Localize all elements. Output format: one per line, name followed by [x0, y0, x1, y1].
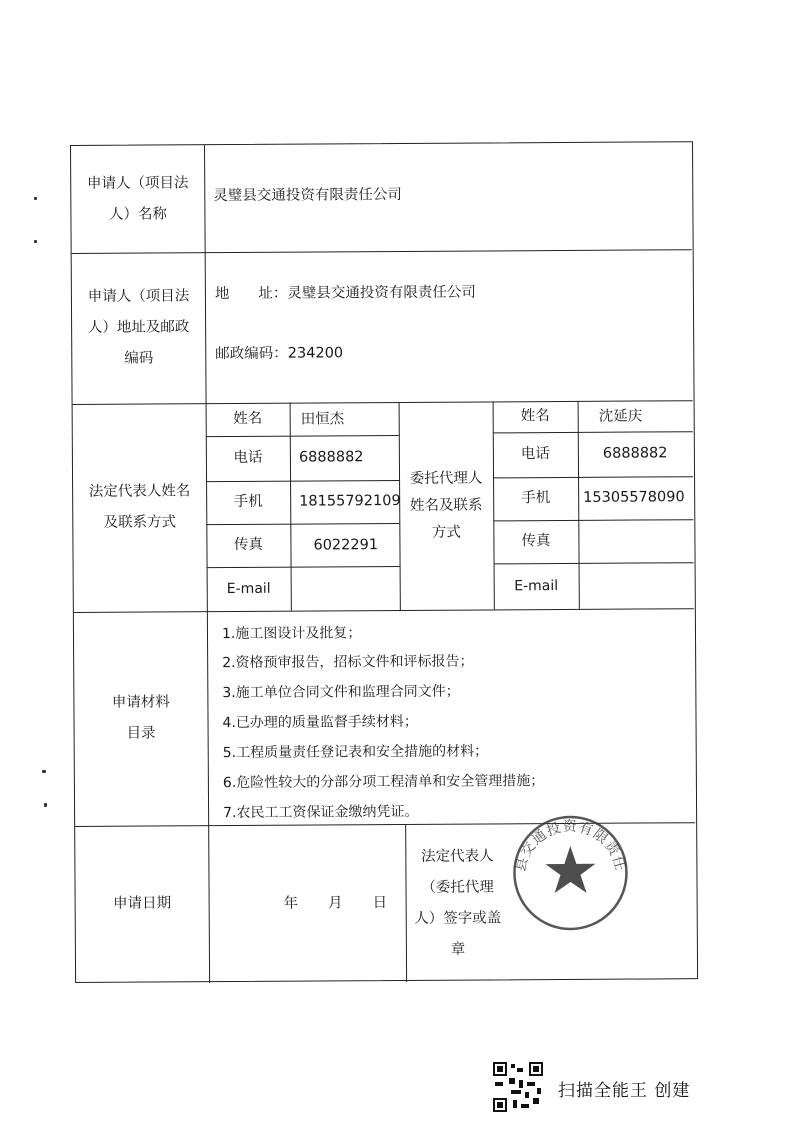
applicant-name-label-cell: [71, 145, 205, 253]
agent-label-cell: [399, 401, 494, 610]
legal-rep-phone-label: 电话: [233, 449, 263, 466]
material-item: 7.农民工工资保证金缴纳凭证。: [223, 803, 419, 822]
address-prefix: 地 址：: [214, 285, 288, 303]
agent-phone-label: 电话: [520, 445, 550, 462]
legal-rep-email-label: E-mail: [226, 580, 271, 597]
agent-name-value: 沈延庆: [598, 408, 643, 425]
date-day: 日: [372, 895, 388, 912]
applicant-address-label-cell: [72, 252, 206, 404]
applicant-address-label: 申请人（项目法人）地址及邮政编码: [87, 288, 190, 367]
legal-rep-name-label: 姓名: [233, 410, 263, 427]
scanner-watermark-text: 扫描全能王 创建: [558, 1081, 691, 1101]
material-item: 1.施工图设计及批复；: [221, 625, 362, 643]
material-item: 3.施工单位合同文件和监理合同文件；: [222, 683, 460, 702]
material-item: 2.资格预审报告，招标文件和评标报告；: [222, 653, 474, 672]
seal-graphic: [510, 813, 631, 934]
postal-prefix: 邮政编码：: [215, 345, 288, 363]
legal-rep-label-cell: [73, 403, 207, 612]
scan-speck: [34, 240, 37, 243]
agent-name-label: 姓名: [520, 407, 550, 424]
postal-value: 234200: [287, 345, 344, 362]
applicant-name-value: 灵璧县交通投资有限责任公司: [213, 186, 402, 205]
scanner-watermark: [493, 1062, 723, 1114]
legal-rep-name-value: 田恒杰: [300, 411, 345, 428]
legal-rep-fax-value: 6022291: [313, 537, 379, 554]
scan-speck: [44, 803, 47, 807]
scan-speck: [42, 770, 46, 773]
svg-text:灵璧县交通投资有限责任公司: 灵璧县交通投资有限责任公司: [512, 818, 629, 874]
application-form-table: [70, 141, 698, 983]
legal-rep-label: 法定代表人姓名及联系方式: [88, 483, 191, 531]
applicant-name-label: 申请人（项目法人）名称: [86, 174, 189, 223]
scan-speck: [34, 197, 37, 200]
agent-fax-label: 传真: [521, 532, 551, 549]
address-line: [215, 284, 476, 305]
postal-line: [215, 344, 343, 364]
legal-rep-phone-value: 6888882: [298, 449, 364, 466]
agent-label: 委托代理人姓名及联系方式: [409, 469, 483, 541]
apply-date-label: 申请日期: [113, 895, 172, 912]
company-seal: [510, 813, 631, 934]
agent-mobile-value: 15305578090: [583, 489, 685, 506]
legal-rep-mobile-value: 18155792109: [299, 492, 401, 510]
apply-date-value: [284, 894, 388, 914]
material-item: 5.工程质量责任登记表和安全措施的材料；: [222, 743, 489, 762]
signature-label: 法定代表人（委托代理人）签字或盖章: [414, 848, 502, 958]
qr-code-icon: [493, 1062, 543, 1112]
material-item: 6.危险性较大的分部分项工程清单和安全管理措施；: [222, 773, 545, 792]
agent-mobile-label: 手机: [521, 489, 551, 506]
legal-rep-fax-label: 传真: [233, 536, 263, 553]
date-year: 年: [283, 895, 299, 912]
agent-phone-value: 6888882: [602, 445, 668, 462]
materials-label-cell: [74, 611, 208, 826]
materials-label: 申请材料目录: [111, 694, 170, 742]
date-month: 月: [328, 895, 343, 912]
address-value: 灵璧县交通投资有限责任公司: [287, 284, 476, 302]
legal-rep-mobile-label: 手机: [233, 493, 263, 510]
material-item: 4.已办理的质量监督手续材料；: [222, 713, 418, 732]
agent-email-label: E-mail: [514, 577, 559, 594]
